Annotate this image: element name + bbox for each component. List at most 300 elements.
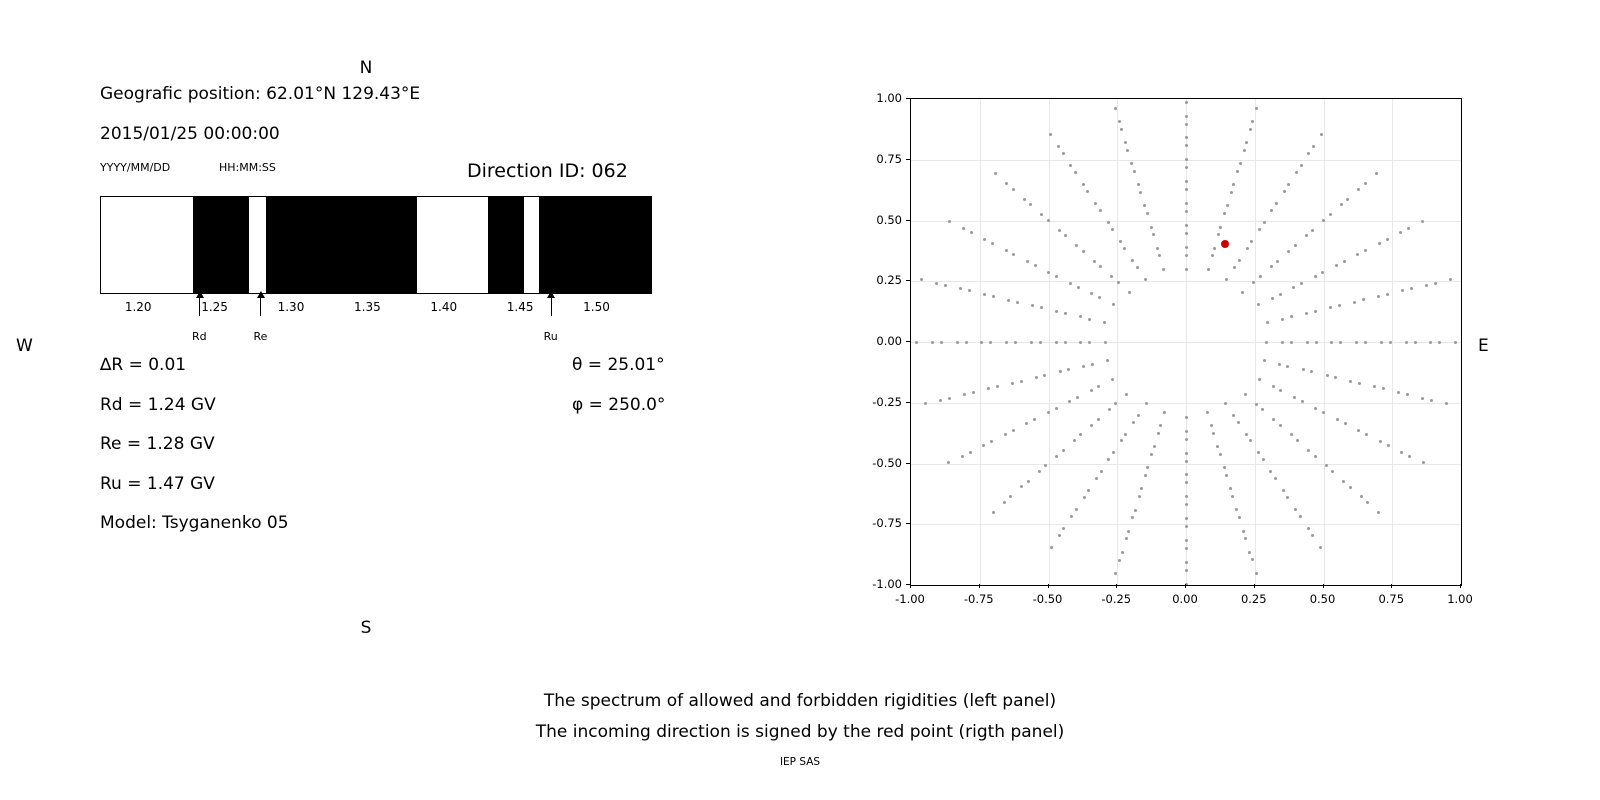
y-tick-label: 0.25 [876,273,902,288]
direction-dot [1343,260,1346,263]
direction-dot [1252,281,1255,284]
direction-dot [1126,149,1129,152]
direction-dot [1132,421,1135,424]
direction-dot [1408,455,1411,458]
direction-dot [1079,433,1082,436]
direction-dot [1314,275,1317,278]
direction-dot [1360,495,1363,498]
direction-dot [991,242,994,245]
x-tick-mark [1048,584,1049,588]
direction-dot [1123,247,1126,250]
x-tick-label: 0.25 [1240,592,1267,606]
grid-line-horizontal [911,403,1461,404]
direction-dot [1069,282,1072,285]
direction-dot [1152,233,1155,236]
y-tick-label: 0.50 [876,212,902,227]
direction-dot [1055,341,1058,344]
direction-dot [1357,429,1360,432]
direction-dot [1287,250,1290,253]
direction-dot [1449,278,1452,281]
time-format-hint: HH:MM:SS [219,161,276,174]
direction-dot [1050,546,1053,549]
direction-dot [1223,466,1226,469]
direction-dot [1088,318,1091,321]
direction-dot [1093,260,1096,263]
direction-dot [1406,393,1409,396]
direction-dot [1137,414,1140,417]
direction-dot [1090,424,1093,427]
y-tick-mark [906,159,910,160]
direction-dot [1153,445,1156,448]
direction-dot [989,341,992,344]
direction-dot [1103,321,1106,324]
direction-dot [1185,460,1188,463]
direction-dot [956,341,959,344]
direction-dot [1299,515,1302,518]
direction-dot [1067,368,1070,371]
direction-dot [1286,365,1289,368]
rigidity-axis [100,294,652,343]
direction-dot [1365,433,1368,436]
sky-direction-panel [820,60,1520,640]
direction-dot [1405,341,1408,344]
direction-dot [1279,389,1282,392]
direction-dot [1335,264,1338,267]
direction-dot [1058,229,1061,232]
direction-dot [1265,341,1268,344]
direction-dot [1364,341,1367,344]
direction-dot [1322,411,1325,414]
direction-dot [1380,341,1383,344]
direction-dot [1185,503,1188,506]
direction-dot [1057,145,1060,148]
param-ru: Ru = 1.47 GV [100,474,215,494]
direction-dot [1421,397,1424,400]
direction-dot [1225,474,1228,477]
direction-dot [1070,515,1073,518]
x-tick-label: 0.00 [1172,592,1198,606]
direction-dot [1307,527,1310,530]
direction-dot [1004,433,1007,436]
rigidity-tick-label: 1.45 [506,300,534,314]
direction-dot [1039,341,1042,344]
direction-dot [1062,152,1065,155]
direction-dot [1007,299,1010,302]
direction-dot [990,440,993,443]
direction-dot [1258,378,1261,381]
date-format-hint: YYYY/MM/DD [100,161,171,174]
datetime-label: 2015/01/25 00:00:00 [100,124,280,144]
direction-dot [1290,433,1293,436]
direction-dot [1364,249,1367,252]
direction-dot [1025,422,1028,425]
geographic-position-label: Geografic position: 62.01°N 129.43°E [100,84,421,104]
direction-dot [1262,458,1265,461]
direction-dot [959,287,962,290]
direction-dot [1210,424,1213,427]
direction-dot [1375,172,1378,175]
direction-id-label: Direction ID: 062 [467,160,628,182]
direction-dot [1377,511,1380,514]
direction-dot [1421,220,1424,223]
direction-dot [1038,470,1041,473]
direction-dot [1055,275,1058,278]
direction-dot [992,511,995,514]
direction-dot [1362,298,1365,301]
direction-dot [1185,481,1188,484]
param-phi: φ = 250.0° [572,395,666,415]
direction-dot [1445,402,1448,405]
direction-dot [1108,408,1111,411]
direction-dot [1379,440,1382,443]
direction-dot [1185,416,1188,419]
y-tick-label: -0.75 [872,516,902,531]
direction-dot [1322,219,1325,222]
direction-dot [1300,164,1303,167]
direction-dot [1143,204,1146,207]
direction-dot [1300,282,1303,285]
direction-dot [1349,486,1352,489]
grid-line-horizontal [911,464,1461,465]
direction-dot [1407,227,1410,230]
direction-dot [1016,301,1019,304]
direction-dot [1035,376,1038,379]
direction-dot [1136,266,1139,269]
y-tick-label: 1.00 [876,91,902,105]
direction-dot [1246,247,1249,250]
direction-dot [1138,495,1141,498]
direction-dot [1259,275,1262,278]
direction-dot [962,227,965,230]
direction-dot [1212,432,1215,435]
direction-dot [1094,202,1097,205]
direction-dot [1185,115,1188,118]
direction-dot [1086,190,1089,193]
direction-dot [1314,407,1317,410]
direction-dot [1012,253,1015,256]
direction-dot [1104,341,1107,344]
direction-dot [1064,312,1067,315]
direction-dot [1238,516,1241,519]
direction-dot [1307,449,1310,452]
direction-dot [1144,474,1147,477]
direction-dot [1306,341,1309,344]
x-tick-label: -1.00 [895,592,925,606]
direction-dot [1356,253,1359,256]
direction-dot [1082,365,1085,368]
direction-dot [1263,359,1266,362]
direction-dot [915,341,918,344]
direction-dot [1334,376,1337,379]
direction-dot [1145,402,1148,405]
direction-dot [1128,291,1131,294]
rigidity-tick-label: 1.50 [583,300,610,314]
direction-dot [1003,501,1006,504]
direction-dot [1090,389,1093,392]
direction-dot [961,455,964,458]
direction-dot [1275,202,1278,205]
direction-dot [965,341,968,344]
direction-dot [1185,438,1188,441]
direction-dot [992,295,995,298]
compass-north-label: N [359,58,373,78]
direction-dot [1005,341,1008,344]
direction-dot [1079,315,1082,318]
direction-dot [1064,234,1067,237]
direction-dot [1330,341,1333,344]
direction-dot [1185,473,1188,476]
direction-dot [1248,551,1251,554]
direction-dot [1062,527,1065,530]
direction-dot [1283,190,1286,193]
direction-dot [1082,250,1085,253]
direction-dot [944,284,947,287]
direction-dot [1229,487,1232,490]
rigidity-marker-arrow-ru [551,292,552,316]
direction-dot [1342,480,1345,483]
direction-dot [963,393,966,396]
direction-dot [1185,254,1188,257]
direction-dot [948,220,951,223]
direction-dot [1159,424,1162,427]
direction-dot [1156,247,1159,250]
direction-dot [1082,183,1085,186]
direction-dot [1401,289,1404,292]
direction-dot [1097,385,1100,388]
direction-dot [1114,107,1117,110]
direction-dot [987,387,990,390]
direction-dot [1339,341,1342,344]
direction-dot [1290,341,1293,344]
grid-line-horizontal [911,342,1461,343]
y-tick-label: -1.00 [872,577,902,591]
direction-dot [1213,247,1216,250]
direction-dot [1033,418,1036,421]
y-tick-mark [906,584,910,585]
direction-dot [1244,537,1247,540]
direction-dot [1238,259,1241,262]
direction-dot [1331,470,1334,473]
direction-dot [1294,244,1297,247]
direction-dot [1382,387,1385,390]
direction-dot [1310,370,1313,373]
direction-dot [1386,238,1389,241]
rigidity-marker-label-ru: Ru [543,330,558,343]
direction-dot [1185,123,1188,126]
y-tick-mark [906,341,910,342]
direction-dot [1272,385,1275,388]
y-tick-label: -0.50 [872,455,902,470]
direction-dot [1251,558,1254,561]
direction-dot [1336,418,1339,421]
direction-dot [1075,244,1078,247]
caption-line-1: The spectrum of allowed and forbidden rigidities (left panel) [543,691,1057,711]
direction-dot [1150,453,1153,456]
direction-dot [1040,306,1043,309]
direction-dot [1047,219,1050,222]
x-tick-label: -0.25 [1101,592,1132,606]
direction-dot [1185,166,1188,169]
direction-dot [1319,546,1322,549]
direction-dot [940,341,943,344]
forbidden-band [266,197,417,293]
direction-dot [939,399,942,402]
direction-dot [1012,429,1015,432]
direction-dot [1329,306,1332,309]
direction-dot [1425,284,1428,287]
direction-dot [1095,477,1098,480]
direction-dot [1185,430,1188,433]
direction-dot [1150,226,1153,229]
direction-dot [1185,202,1188,205]
direction-dot [1020,485,1023,488]
direction-dot [1040,213,1043,216]
direction-dot [1185,569,1188,572]
direction-dot [1034,264,1037,267]
direction-dot [1364,182,1367,185]
x-tick-label: -0.50 [1032,592,1063,606]
direction-dot [1293,396,1296,399]
direction-dot [1130,162,1133,165]
x-tick-mark [1254,584,1255,588]
y-tick-mark [906,402,910,403]
direction-dot [1185,144,1188,147]
direction-dot [1314,310,1317,313]
direction-dot [972,391,975,394]
direction-dot [1226,204,1229,207]
direction-dot [1131,259,1134,262]
compass-south-label: S [360,618,372,638]
direction-dot [1185,180,1188,183]
direction-dot [1029,203,1032,206]
direction-dot [1245,141,1248,144]
direction-dot [1305,312,1308,315]
direction-dot [1185,188,1188,191]
direction-dot [1185,210,1188,213]
forbidden-band [488,197,525,293]
x-tick-mark [979,584,980,588]
direction-dot [1158,254,1161,257]
y-tick-label: 0.00 [876,334,902,348]
rigidity-tick-label: 1.20 [124,300,152,314]
direction-dot [1185,224,1188,227]
param-theta: θ = 25.01° [572,355,665,375]
direction-dot [1315,341,1318,344]
direction-dot [1079,341,1082,344]
direction-dot [1185,517,1188,520]
direction-dot [1030,341,1033,344]
direction-dot [1117,281,1120,284]
direction-dot [1255,572,1258,575]
direction-dot [1058,534,1061,537]
rigidity-spectrum-panel [0,0,760,640]
direction-dot [1134,509,1137,512]
direction-dot [1245,433,1248,436]
direction-dot [1031,304,1034,307]
rigidity-marker-label-rd: Rd [191,330,207,343]
direction-dot [1185,539,1188,542]
caption-line-2: The incoming direction is signed by the red point (rigth panel) [535,722,1065,742]
direction-dot [968,289,971,292]
direction-dot [1295,171,1298,174]
direction-dot [1296,439,1299,442]
direction-dot [1312,145,1315,148]
direction-dot [1120,128,1123,131]
direction-dot [1349,380,1352,383]
direction-dot [1127,530,1130,533]
direction-dot [1232,183,1235,186]
direction-dot [1185,246,1188,249]
direction-dot [1311,229,1314,232]
direction-dot [1414,341,1417,344]
direction-dot [1279,293,1282,296]
direction-dot [1075,508,1078,511]
direction-dot [1185,101,1188,104]
direction-dot [1389,341,1392,344]
rigidity-tick-label: 1.40 [430,300,458,314]
direction-dot [1271,297,1274,300]
direction-dot [1162,268,1165,271]
direction-dot [1344,422,1347,425]
direction-dot [1012,188,1015,191]
rigidity-tick-label: 1.30 [277,300,305,314]
direction-dot [1353,301,1356,304]
direction-dot [1111,378,1114,381]
x-tick-label: 0.75 [1378,592,1405,606]
direction-dot [1311,534,1314,537]
direction-dot [1047,271,1050,274]
direction-dot [1185,525,1188,528]
direction-dot [1387,444,1390,447]
direction-dot [1125,537,1128,540]
x-tick-mark [1460,584,1461,588]
direction-dot [1049,133,1052,136]
direction-dot [1185,547,1188,550]
x-tick-mark [1116,584,1117,588]
direction-dot [1111,228,1114,231]
direction-dot [1255,403,1258,406]
direction-dot [1064,341,1067,344]
direction-dot [1023,198,1026,201]
direction-dot [1076,396,1079,399]
direction-dot [1307,152,1310,155]
direction-dot [1055,455,1058,458]
direction-dot [1305,234,1308,237]
direction-dot [1242,530,1245,533]
direction-dot [1131,516,1134,519]
direction-dot [1281,318,1284,321]
param-rd: Rd = 1.24 GV [100,395,216,415]
direction-dot [1399,231,1402,234]
compass-east-label: E [1478,336,1489,356]
direction-dot [1320,133,1323,136]
direction-dot [1454,341,1457,344]
direction-dot [983,238,986,241]
direction-dot [1279,424,1282,427]
direction-dot [1400,451,1403,454]
direction-dot [1090,292,1093,295]
direction-dot [1274,477,1277,480]
direction-dot [1338,304,1341,307]
direction-dot [1121,551,1124,554]
forbidden-band [193,197,250,293]
direction-dot [1124,433,1127,436]
direction-dot [1043,374,1046,377]
figure-caption [0,686,1600,748]
direction-dot [1062,449,1065,452]
sky-plot-area [910,98,1462,586]
y-tick-mark [906,280,910,281]
